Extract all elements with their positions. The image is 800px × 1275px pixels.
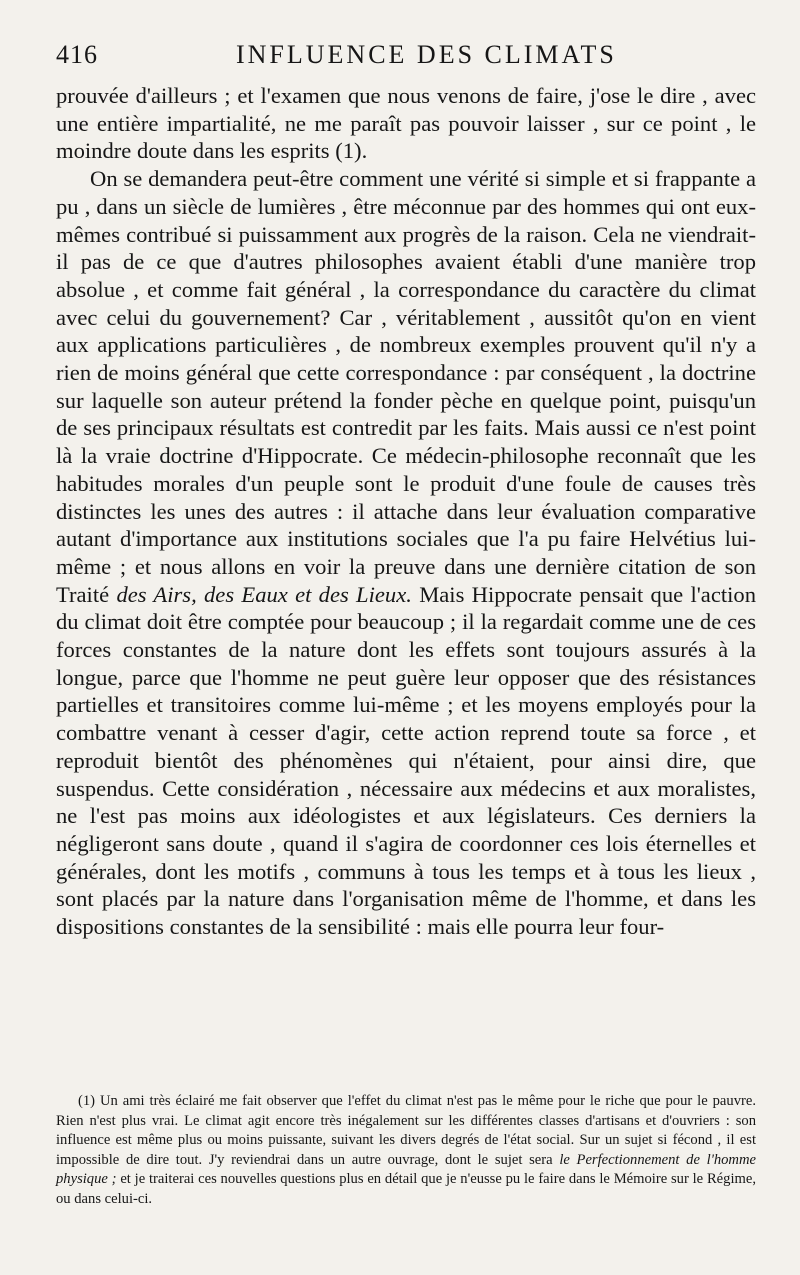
paragraph-1 [56, 82, 756, 165]
running-title: INFLUENCE DES CLIMATS [236, 40, 617, 69]
page-number: 416 [56, 40, 98, 69]
paragraph-2-text-end: Mais Hippocrate pensait que l'action du climat doit être comptée pour beaucoup ; il la regardait comme une de ces forces constantes de la nature dont les effets sont toujours assurés à la longue, parce que l'homme ne peut guère leur opposer que des résistances partielles et transitoires comme lui-même ; et les moyens employés pour la combattre venant à cesser d'agir, cette action reprend toute sa force , et reproduit bientôt des phénomènes qui n'étaient, pour ainsi dire, que suspendus. Cette considération , nécessaire aux médecins et aux moralistes, ne l'est pas moins aux idéologistes et aux législateurs. Ces derniers la négligeront sans doute , quand il s'agira de coordonner ces lois éternelles et générales, dont les motifs , communs à tous les temps et à tous les lieux , sont placés par la nature dans l'organisation même de l'homme, et dans les dispositions constantes de la sensibilité : mais elle pourra leur four- [56, 581, 757, 940]
paragraph-2 [56, 165, 756, 941]
footnote [56, 1092, 756, 1210]
paragraph-1-text: prouvée d'ailleurs ; et l'examen que nous venons de faire, j'ose le dire , avec une entière impartialité, ne me paraît pas pouvoir laisser , sur ce point , le moindre doute dans les esprits (1). [56, 83, 756, 164]
page-header [56, 40, 756, 80]
treatise-title: des Airs, des Eaux et des Lieux. [116, 581, 412, 607]
main-text [56, 82, 756, 941]
paragraph-2-text-start: On se demandera peut-être comment une vérité si simple et si frappante a pu , dans un siècle de lumières , être méconnue par des hommes qui ont eux-mêmes contribué si puissamment aux progrès de la raison. Cela ne viendrait-il pas de ce que d'autres philosophes avaient établi d'une manière trop absolue , et comme fait général , la correspondance du caractère du climat avec celui du gouvernement? Car , véritablement , aussitôt qu'on en vient aux applications particulières , de nombreux exemples prouvent qu'il n'y a rien de moins général que cette correspondance : par conséquent , la doctrine sur laquelle son auteur prétend la fonder pèche en quelque point, puisqu'un de ses principaux résultats est contredit par les faits. Mais aussi ce n'est point là la vraie doctrine d'Hippocrate. Ce médecin-philosophe reconnaît que les habitudes morales d'un peuple sont le produit d'une foule de causes très distinctes les unes des autres : il attache dans leur évaluation comparative autant d'importance aux institutions sociales que l'a pu faire Helvétius lui-même ; et nous allons en voir la preuve dans une dernière citation de son Traité [56, 166, 756, 607]
footnote-text-start: (1) Un ami très éclairé me fait observer que l'effet du climat n'est pas le même pour le riche que pour le pauvre. Rien n'est plus vrai. Le climat agit encore très inégalement sur les différentes classes d'artisans et d'ouvriers : son influence est même plus ou moins puissante, suivant les divers degrés de l'état social. Sur un sujet si fécond , il est impossible de dire tout. J'y reviendrai dans un autre ouvrage, dont le sujet sera [56, 1093, 756, 1168]
footnote-work-title: le Perfectionnement de l'homme physique ; [56, 1151, 756, 1188]
footnote-text-end: et je traiterai ces nouvelles questions plus en détail que je n'eusse pu le faire dans le Mémoire sur le Régime, ou dans celui-ci. [56, 1171, 756, 1207]
